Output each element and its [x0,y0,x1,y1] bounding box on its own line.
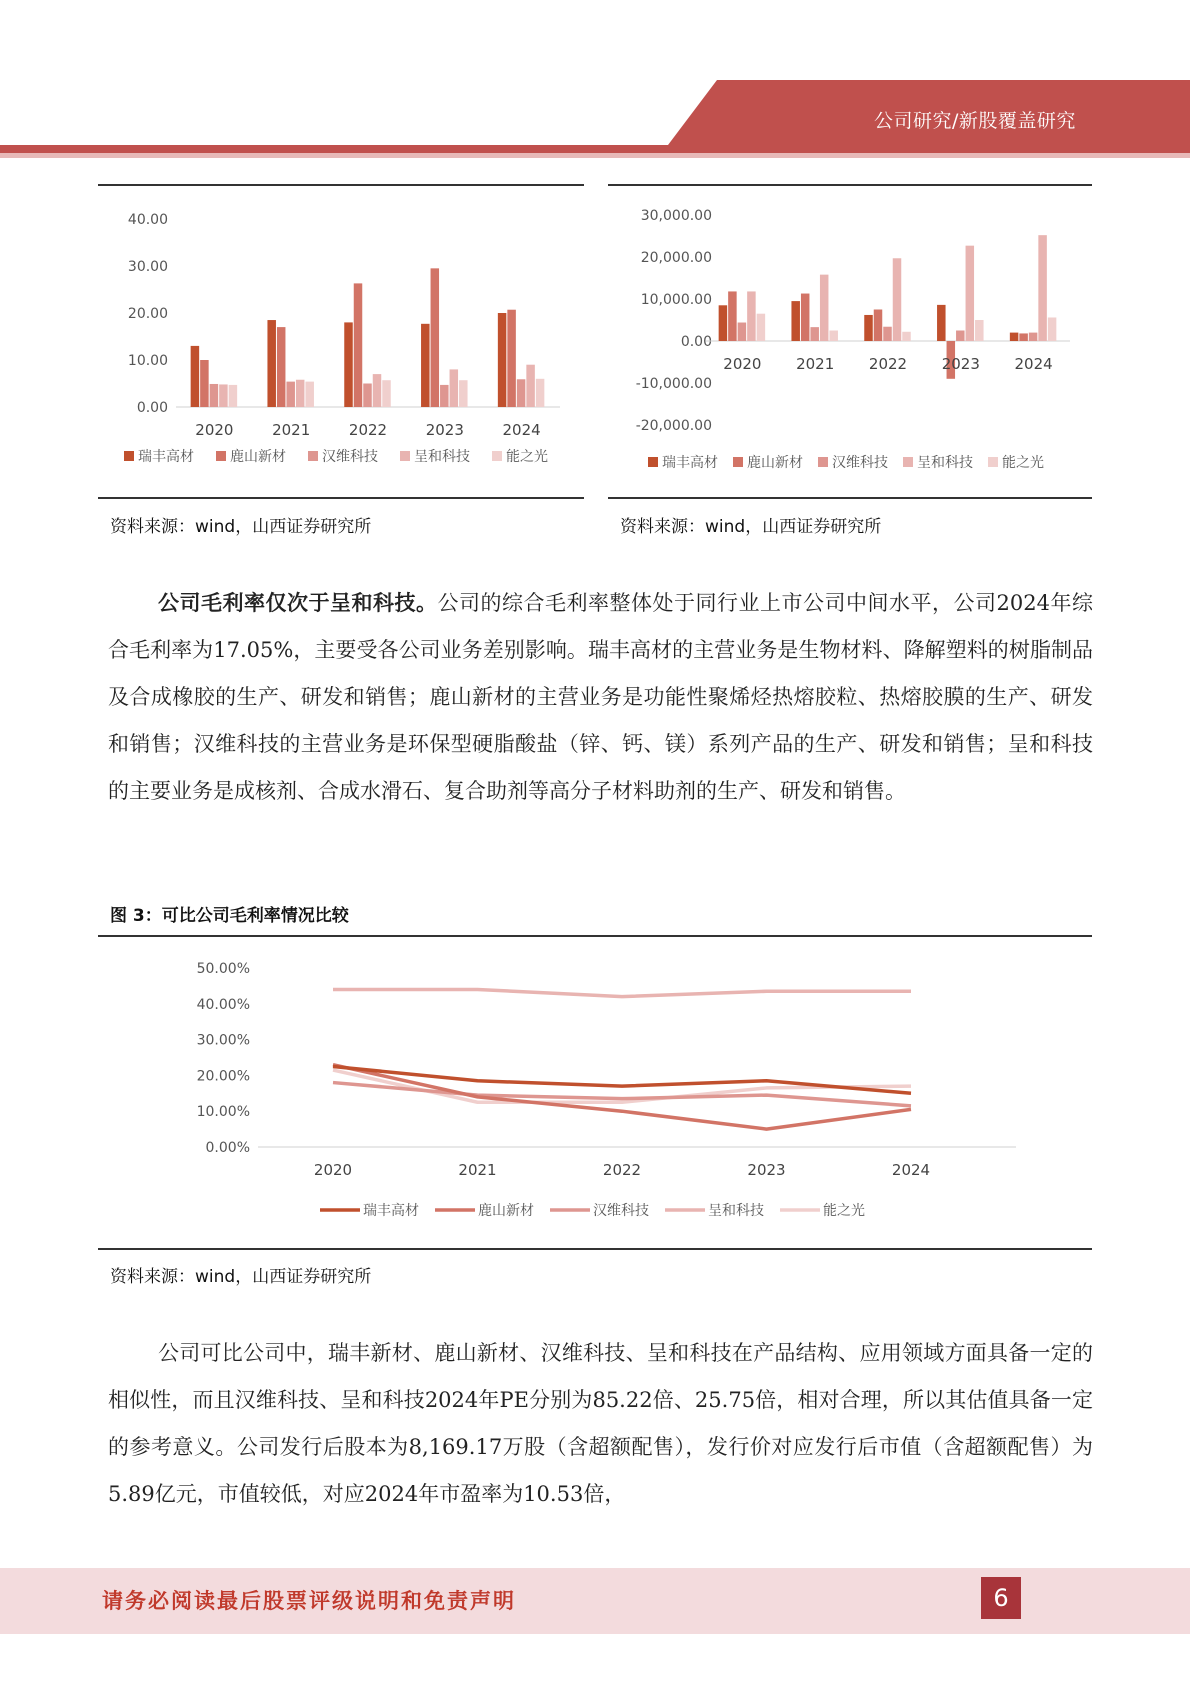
legend-swatch-鹿山新材 [733,457,743,467]
y-tick-label: 40.00% [196,996,250,1013]
y-tick-label: 10.00% [196,1104,250,1121]
source-left: 资料来源：wind，山西证券研究所 [110,517,372,537]
bar-汉维科技-2021 [286,382,295,407]
source-right: 资料来源：wind，山西证券研究所 [620,517,882,537]
paragraph-gross-margin [108,580,1093,815]
bar-鹿山新材-2022 [354,283,363,407]
legend-swatch-瑞丰高材 [124,451,134,461]
chart-left-bottom-rule [98,497,584,499]
chart-left-top-rule [98,184,584,186]
legend-swatch-能之光 [988,457,998,467]
x-tick-label: 2020 [313,1161,353,1179]
bar-汉维科技-2020 [738,323,747,341]
legend-label: 瑞丰高材 [662,455,718,471]
line-series-呈和科技 [333,989,911,996]
chart-line [98,945,1092,1230]
y-tick-label: 20.00 [127,306,168,322]
legend-label: 汉维科技 [593,1203,649,1219]
bar-呈和科技-2022 [373,374,382,407]
bar-汉维科技-2023 [956,331,965,342]
bar-能之光-2024 [536,379,545,407]
legend-label: 呈和科技 [917,455,973,471]
x-tick-label: 2023 [425,421,464,439]
bar-鹿山新材-2023 [431,268,440,407]
bar-能之光-2023 [459,380,468,407]
bar-呈和科技-2024 [526,365,535,407]
paragraph-gross-margin-lead: 公司毛利率仅次于呈和科技。 [158,591,438,615]
bar-汉维科技-2020 [210,384,219,407]
y-tick-label: 0.00% [205,1140,250,1156]
y-tick-label: 10,000.00 [640,292,712,308]
bar-瑞丰高材-2023 [937,305,946,341]
bar-汉维科技-2022 [883,327,892,341]
y-tick-label: 0.00 [680,334,712,350]
legend-label: 瑞丰高材 [363,1203,419,1219]
legend-label: 鹿山新材 [747,455,803,471]
legend-label: 鹿山新材 [230,449,286,465]
legend-swatch-呈和科技 [400,451,410,461]
y-tick-label: 0.00 [136,400,168,416]
legend-label: 汉维科技 [322,449,378,465]
x-tick-label: 2023 [747,1161,786,1179]
legend-label: 瑞丰高材 [138,449,194,465]
page-number: 6 [981,1577,1021,1619]
bar-鹿山新材-2024 [507,310,515,407]
legend-swatch-呈和科技 [903,457,913,467]
legend-swatch-能之光 [492,451,502,461]
legend-swatch-鹿山新材 [216,451,226,461]
bar-呈和科技-2020 [747,291,756,341]
bar-鹿山新材-2021 [801,294,810,341]
bar-汉维科技-2022 [363,384,372,408]
bar-鹿山新材-2020 [200,360,209,407]
bar-呈和科技-2021 [296,380,305,407]
bar-瑞丰高材-2021 [791,301,800,341]
bar-鹿山新材-2024 [1019,333,1028,341]
chart-right [608,195,1092,480]
bar-瑞丰高材-2022 [344,322,353,407]
legend-label: 鹿山新材 [478,1203,534,1219]
x-tick-label: 2020 [723,355,762,373]
bar-能之光-2020 [757,314,766,341]
header-band [0,0,1190,160]
bar-能之光-2023 [975,320,984,341]
y-tick-label: 30.00 [127,259,168,275]
legend-label: 能之光 [823,1203,865,1219]
bar-呈和科技-2023 [966,246,975,341]
legend-label: 呈和科技 [708,1203,764,1219]
bar-瑞丰高材-2020 [191,346,200,407]
bar-能之光-2021 [305,382,314,407]
bar-瑞丰高材-2024 [498,313,507,407]
legend-label: 呈和科技 [414,449,470,465]
y-tick-label: 50.00% [196,961,250,977]
y-tick-label: 20.00% [196,1068,250,1085]
paragraph-valuation: 公司可比公司中，瑞丰新材、鹿山新材、汉维科技、呈和科技在产品结构、应用领域方面具备一定的相似性，而且汉维科技、呈和科技2024年PE分别为85.22倍、25.75倍，相对合理，所以其估值具备一定的参考意义。公司发行后股本为8,169.17万股（含超额配售），发行价对应发行后市值（含超额配售）为5.89亿元，市值较低，对应2024年市盈率为10.53倍， [108,1341,1093,1506]
bar-能之光-2020 [229,385,238,407]
y-tick-label: 20,000.00 [640,250,712,266]
footer-disclaimer: 请务必阅读最后股票评级说明和免责声明 [102,1588,516,1613]
bar-瑞丰高材-2024 [1010,333,1019,341]
legend-swatch-汉维科技 [308,451,318,461]
bar-呈和科技-2023 [450,369,459,407]
x-tick-label: 2024 [502,421,541,439]
x-tick-label: 2024 [891,1161,931,1179]
legend-swatch-汉维科技 [818,457,828,467]
bar-呈和科技-2021 [820,275,829,341]
bar-汉维科技-2024 [517,379,526,407]
x-tick-label: 2021 [272,421,311,439]
legend-label: 能之光 [506,449,548,465]
x-tick-label: 2024 [1014,355,1053,373]
x-tick-label: 2023 [941,355,980,373]
figure3-title: 图 3：可比公司毛利率情况比较 [110,906,349,926]
bar-鹿山新材-2021 [277,327,286,407]
bar-呈和科技-2020 [219,384,228,407]
y-tick-label: -10,000.00 [635,376,712,392]
bar-呈和科技-2022 [893,258,902,341]
y-tick-label: 30,000.00 [640,208,712,224]
bar-鹿山新材-2020 [728,291,737,341]
legend-swatch-瑞丰高材 [648,457,658,467]
x-tick-label: 2020 [195,421,234,439]
bar-瑞丰高材-2022 [864,315,873,341]
chart-right-bottom-rule [608,497,1092,499]
bar-能之光-2024 [1048,317,1057,341]
bar-鹿山新材-2022 [874,310,883,342]
chart-left [98,195,584,470]
paragraph-gross-margin-body: 公司的综合毛利率整体处于同行业上市公司中间水平，公司2024年综合毛利率为17.05%，主要受各公司业务差别影响。瑞丰高材的主营业务是生物材料、降解塑料的树脂制品及合成橡胶的生产、研发和销售；鹿山新材的主营业务是功能性聚烯烃热熔胶粒、热熔胶膜的生产、研发和销售；汉维科技的主营业务是环保型硬脂酸盐（锌、钙、镁）系列产品的生产、研发和销售；呈和科技的主要业务是成核剂、合成水滑石、复合助剂等高分子材料助剂的生产、研发和销售。 [108,591,1093,803]
y-tick-label: -20,000.00 [635,418,712,434]
bar-能之光-2021 [829,331,838,342]
source-figure3: 资料来源：wind，山西证券研究所 [110,1267,372,1287]
bar-汉维科技-2021 [810,327,819,341]
bar-能之光-2022 [902,332,911,341]
header-title: 公司研究/新股覆盖研究 [874,110,1076,132]
bar-瑞丰高材-2021 [267,320,276,407]
x-tick-label: 2022 [348,421,388,439]
bar-瑞丰高材-2023 [421,324,430,407]
y-tick-label: 30.00% [196,1032,250,1049]
chart-right-top-rule [608,184,1092,186]
y-tick-label: 10.00 [127,353,168,369]
bar-瑞丰高材-2020 [719,305,728,341]
legend-label: 汉维科技 [832,455,888,471]
x-tick-label: 2021 [796,355,835,373]
x-tick-label: 2022 [868,355,908,373]
x-tick-label: 2021 [458,1161,497,1179]
figure3-top-rule [98,935,1092,937]
bar-呈和科技-2024 [1038,235,1047,341]
bar-能之光-2022 [382,380,391,407]
bar-汉维科技-2023 [440,385,449,407]
legend-label: 能之光 [1002,455,1044,471]
bar-汉维科技-2024 [1029,333,1038,341]
figure3-bottom-rule [98,1248,1092,1250]
y-tick-label: 40.00 [127,212,168,228]
x-tick-label: 2022 [602,1161,642,1179]
